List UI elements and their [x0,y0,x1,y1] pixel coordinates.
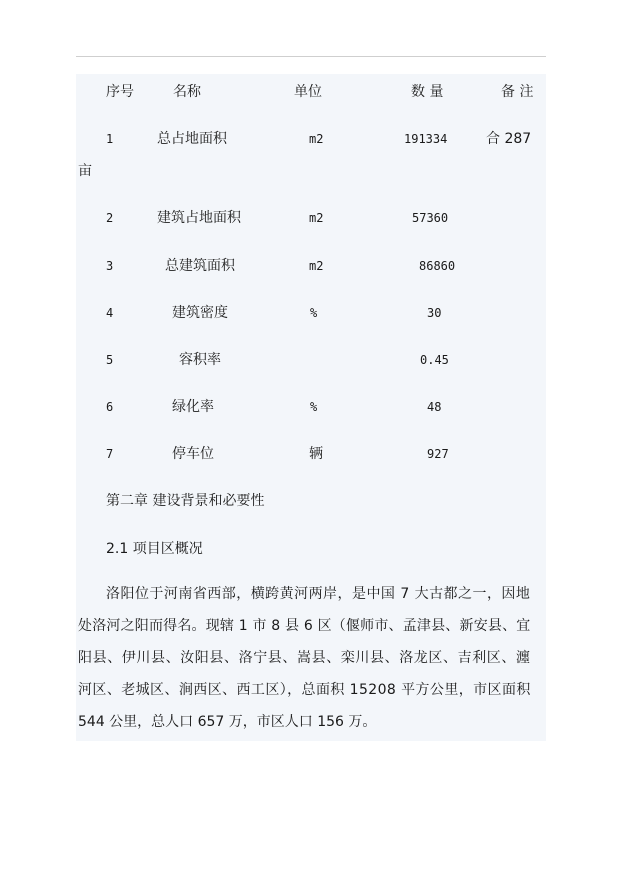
row-quantity: 927 [427,447,449,461]
row-unit: m2 [309,132,324,146]
row-index: 7 [106,447,114,461]
section-heading: 2.1 项目区概况 [106,541,203,557]
paragraph-line: 阳县、伊川县、汝阳县、洛宁县、嵩县、栾川县、洛龙区、吉利区、瀍 [78,650,531,666]
row-quantity: 86860 [419,259,456,273]
row-name: 建筑密度 [172,305,228,321]
header-remark: 备 注 [501,84,534,100]
row-unit: % [310,400,318,414]
header-index: 序号 [106,84,134,100]
row-index: 4 [106,306,114,320]
row-name: 建筑占地面积 [157,210,241,226]
chapter-heading: 第二章 建设背景和必要性 [106,493,265,509]
row-unit: m2 [309,259,324,273]
row-index: 2 [106,211,114,225]
row-name: 容积率 [179,352,221,368]
paragraph-line: 544 公里，总人口 657 万，市区人口 156 万。 [78,714,377,730]
header-unit: 单位 [294,84,322,100]
row-quantity: 30 [427,306,442,320]
row-index: 6 [106,400,114,414]
row-name: 绿化率 [172,399,214,415]
row-index: 1 [106,132,114,146]
row-remark-wrap: 亩 [78,163,92,179]
row-index: 3 [106,259,114,273]
row-quantity: 48 [427,400,442,414]
row-quantity: 0.45 [420,353,449,367]
row-unit: m2 [309,211,324,225]
row-name: 总占地面积 [157,131,227,147]
row-name: 总建筑面积 [165,258,235,274]
row-unit: % [310,306,318,320]
paragraph-line: 处洛河之阳而得名。现辖 1 市 8 县 6 区（偃师市、孟津县、新安县、宜 [78,618,531,634]
row-index: 5 [106,353,114,367]
paragraph-line: 河区、老城区、涧西区、西工区），总面积 15208 平方公里，市区面积 [78,682,531,698]
row-name: 停车位 [172,446,214,462]
header-rule [76,56,546,57]
paragraph-line: 洛阳位于河南省西部，横跨黄河两岸，是中国 7 大古都之一，因地 [106,586,531,602]
row-quantity: 191334 [404,132,448,146]
row-quantity: 57360 [412,211,449,225]
row-remark: 合 287 [486,131,532,147]
header-quantity: 数 量 [411,84,444,100]
header-name: 名称 [173,84,201,100]
row-unit: 辆 [309,446,323,462]
